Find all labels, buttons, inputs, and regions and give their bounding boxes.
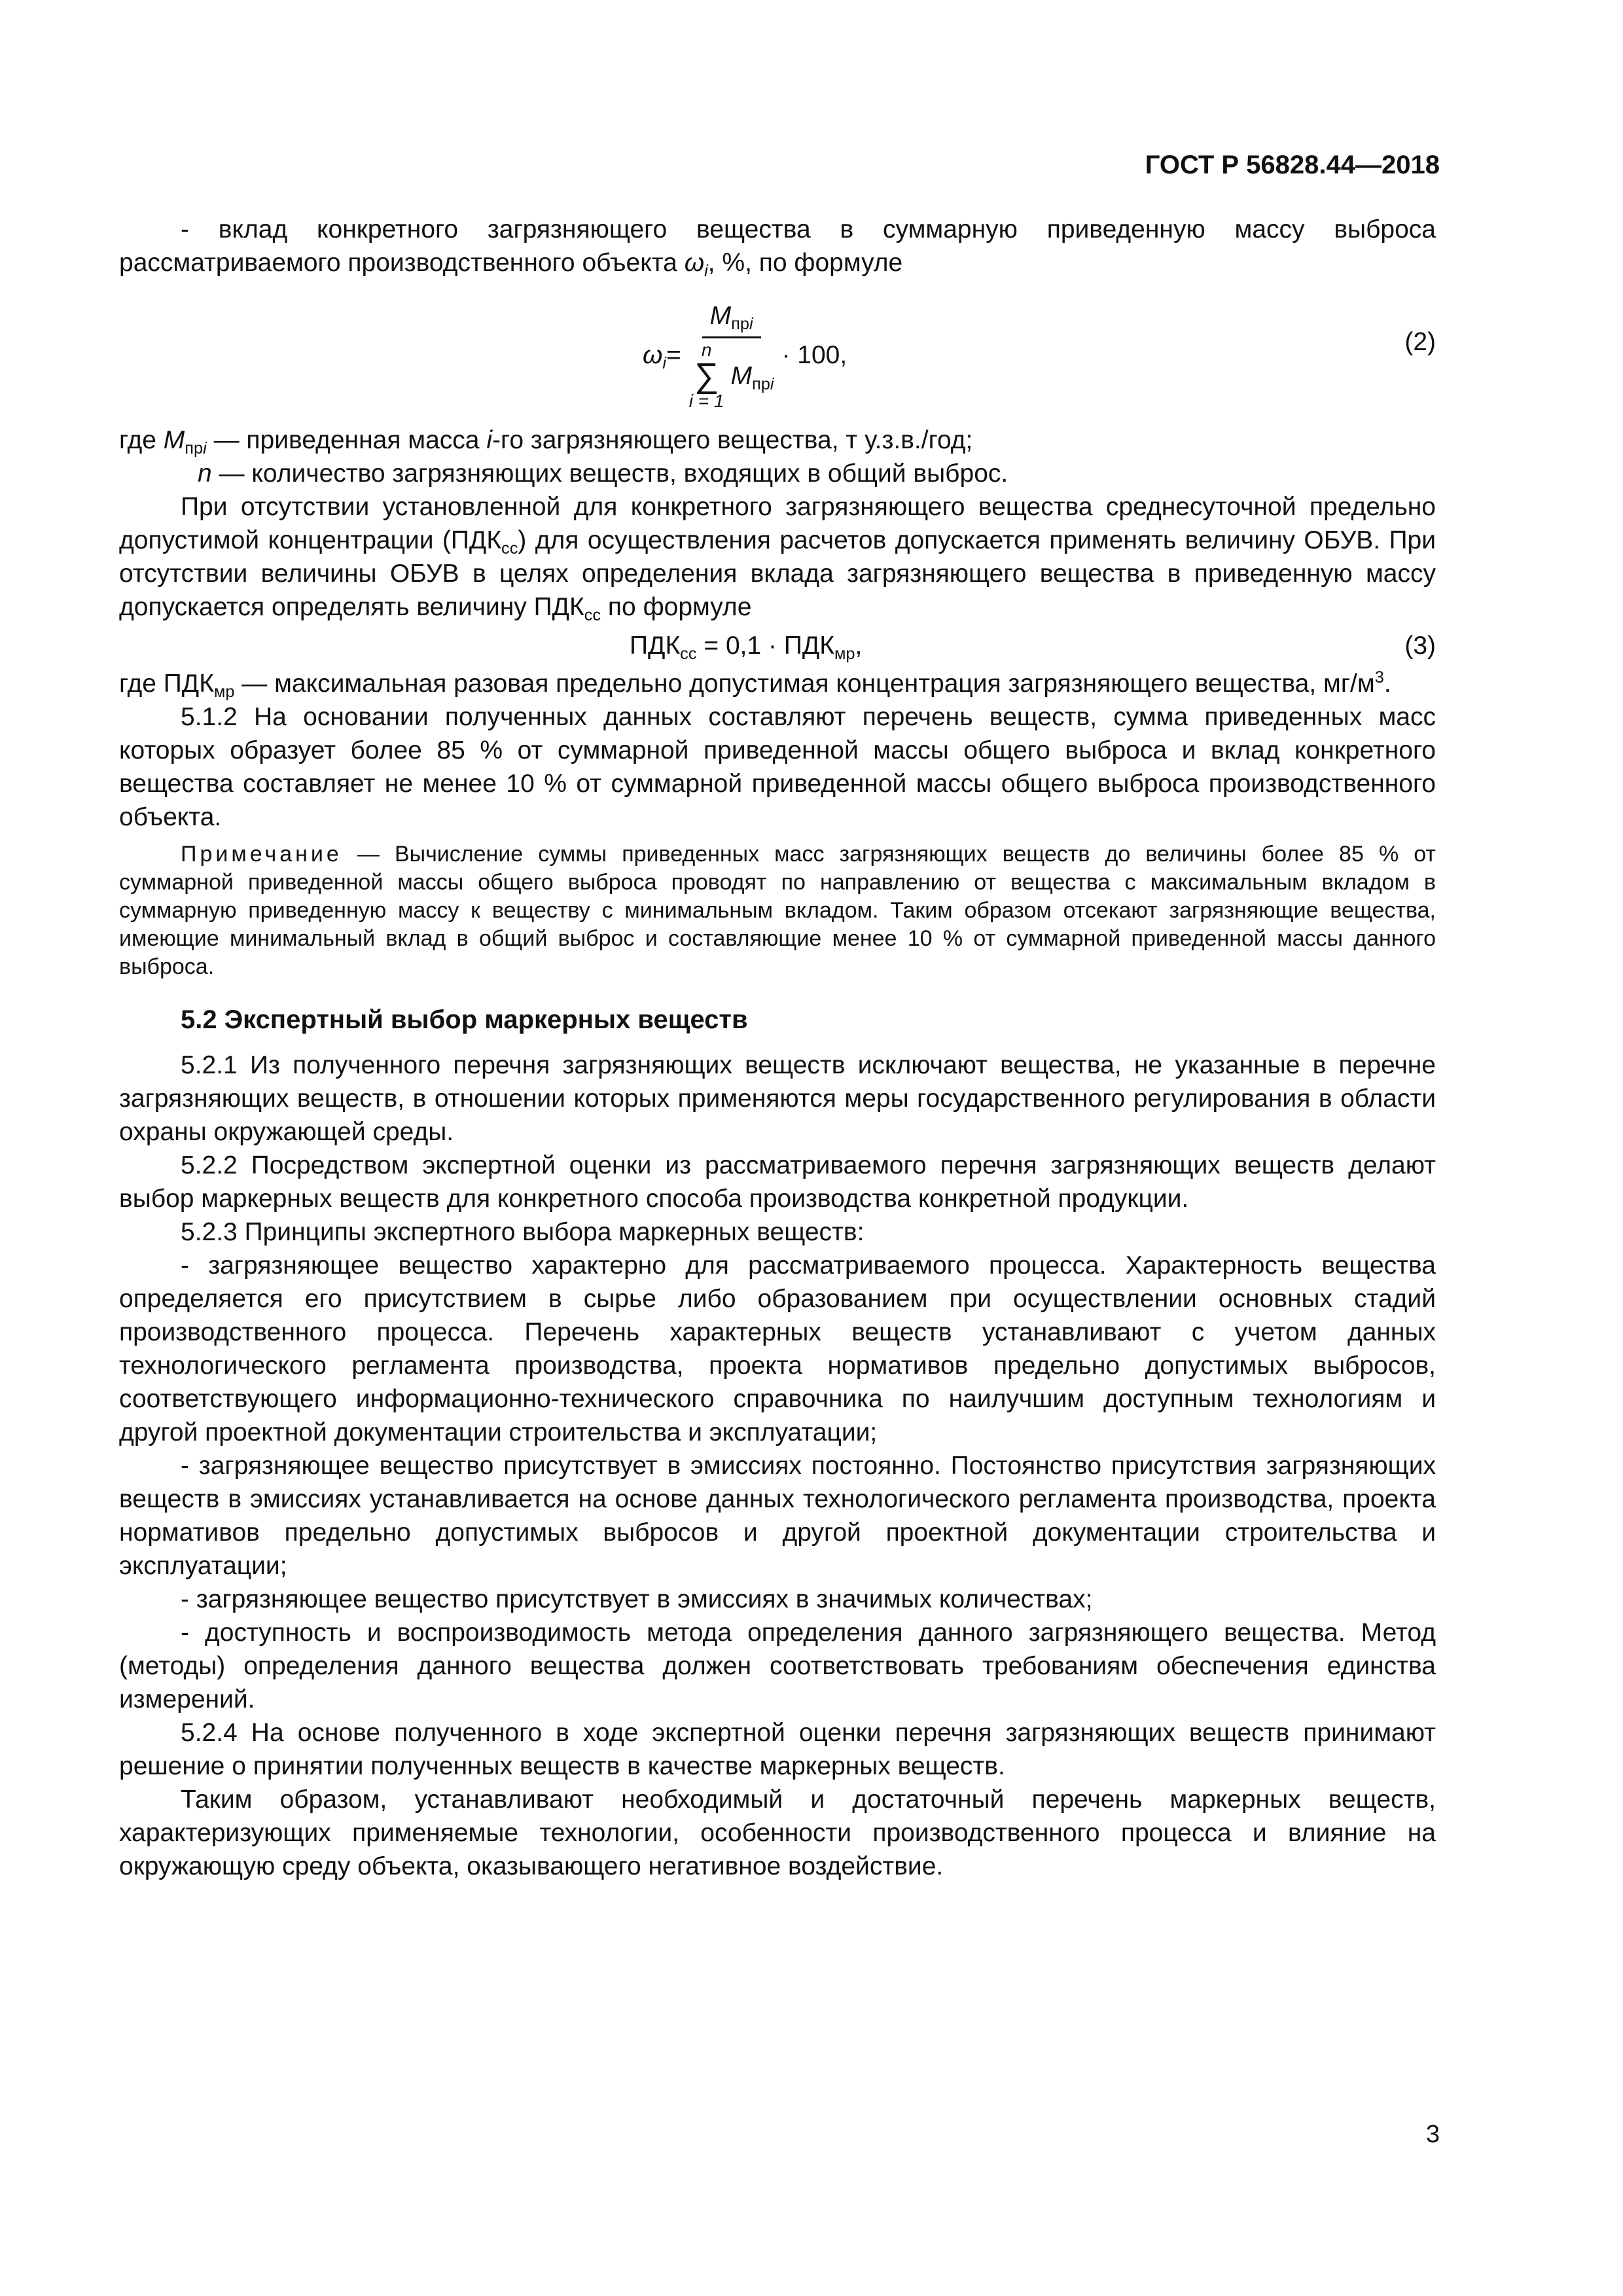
formula-2: $\omega_i$ = $M_{прi}$ n ∑ i = 1 $M_{прi}$ · 100, (2) — [119, 279, 1436, 423]
where-n: n — количество загрязняющих веществ, входящих в общий выброс. — [198, 459, 1008, 488]
standard-designation: ГОСТ Р 56828.44—2018 — [1145, 151, 1440, 179]
formula-3: $ПДК_{сс} = 0,1 \cdot ПДК_{мр}$, (3) — [119, 624, 1436, 667]
paragraph-5-2-2: 5.2.2 Посредством экспертной оценки из рассматриваемого перечня загрязняющих веществ делают выбор маркерных веществ для конкретного способа производства конкретной продукции. — [119, 1151, 1436, 1213]
fraction: $M_{прi}$ n ∑ i = 1 $M_{прi}$ — [689, 299, 774, 410]
formula-number-2: (2) — [1404, 328, 1436, 356]
paragraph-5-2-4: 5.2.4 На основе полученного в ходе экспертной оценки перечня загрязняющих веществ принимают решение о принятии полученных веществ в качестве маркерных веществ. — [119, 1719, 1436, 1780]
conclusion-paragraph: Таким образом, устанавливают необходимый и достаточный перечень маркерных веществ, характеризующих применяемые технологии, особенности производственного процесса и влияние на окружающую среду объекта, оказывающего негативное воздействие. — [119, 1785, 1436, 1880]
list-item-method: - доступность и воспроизводимость метода определения данного загрязняющего вещества. Метод (методы) определения данного вещества должен соответствовать требованиям обеспечения единства измерений. — [119, 1619, 1436, 1713]
page-number: 3 — [1425, 2121, 1440, 2148]
pdk-paragraph: При отсутствии установленной для конкретного загрязняющего вещества среднесуточной предельно допустимой концентрации $(ПДК_{сс})$ для осуществления расчетов допускается применять величину ОБУВ. При отсутствии величины ОБУВ в целях определения вклада загрязняющего вещества в приведенную массу допускается определять величину $ПДК_{сс}$ по формуле — [119, 493, 1436, 624]
list-item-constant: - загрязняющее вещество присутствует в эмиссиях постоянно. Постоянство присутствия загрязняющих веществ в эмиссиях устанавливается на основе данных технологического регламента производства, проекта нормативов предельно допустимых выбросов и другой проектной документации строительства и эксплуатации; — [119, 1452, 1436, 1580]
omega-symbol: ω — [684, 249, 705, 277]
sum-symbol: n ∑ i = 1 — [688, 340, 724, 411]
list-item-characteristic: - загрязняющее вещество характерно для рассматриваемого процесса. Характерность вещества определяется его присутствием в сырье либо образованием при осуществлении основных стадий производственного процесса. Перечень характерных веществ устанавливают с учетом данных технологического регламента производства, проекта нормативов предельно допустимых выбросов, соответствующего информационно-технического справочника по наилучшим доступным технологиям и другой проектной документации строительства и эксплуатации; — [119, 1251, 1436, 1446]
list-item-significant: - загрязняющее вещество присутствует в эмиссиях в значимых количествах; — [181, 1585, 1093, 1613]
page-content — [119, 213, 1436, 1883]
formula-number-3: (3) — [1404, 632, 1436, 660]
note: Примечание — Вычисление суммы приведенных масс загрязняющих веществ до величины более 85 % от суммарной приведенной массы общего выброса проводят по направлению от вещества с максимальным вкладом в суммарную приведенную массу к веществу с минимальным вкладом. Таким образом отсекают загрязняющие вещества, имеющие минимальный вклад в общий выброс и составляющие менее 10 % от суммарной приведенной массы данного выброса. — [119, 842, 1436, 979]
intro-paragraph: - вклад конкретного загрязняющего вещества в суммарную приведенную массу выброса рассматриваемого производственного объекта $\omega_i$, %, по формуле — [119, 215, 1436, 280]
paragraph-5-2-1: 5.2.1 Из полученного перечня загрязняющих веществ исключают вещества, не указанные в перечне загрязняющих веществ, в отношении которых применяются меры государственного регулирования в области охраны окружающей среды. — [119, 1051, 1436, 1146]
where-mpr: где $M_{прi}$ — приведенная масса i-го загрязняющего вещества, т у.з.в./год; — [119, 426, 973, 457]
section-heading-5-2: 5.2 Экспертный выбор маркерных веществ — [181, 1005, 748, 1034]
paragraph-5-1-2: 5.1.2 На основании полученных данных составляют перечень веществ, сумма приведенных масс которых образует более 85 % от суммарной приведенной массы общего выброса и вклад конкретного вещества составляет не менее 10 % от суммарной приведенной массы общего выброса производственного объекта. — [119, 703, 1436, 831]
paragraph-5-2-3: 5.2.3 Принципы экспертного выбора маркерных веществ: — [181, 1218, 865, 1246]
where-pdk-mr: где $ПДК_{мр}$ — максимальная разовая предельно допустимая концентрация загрязняющего вещества, $мг/м^3$. — [119, 668, 1391, 701]
